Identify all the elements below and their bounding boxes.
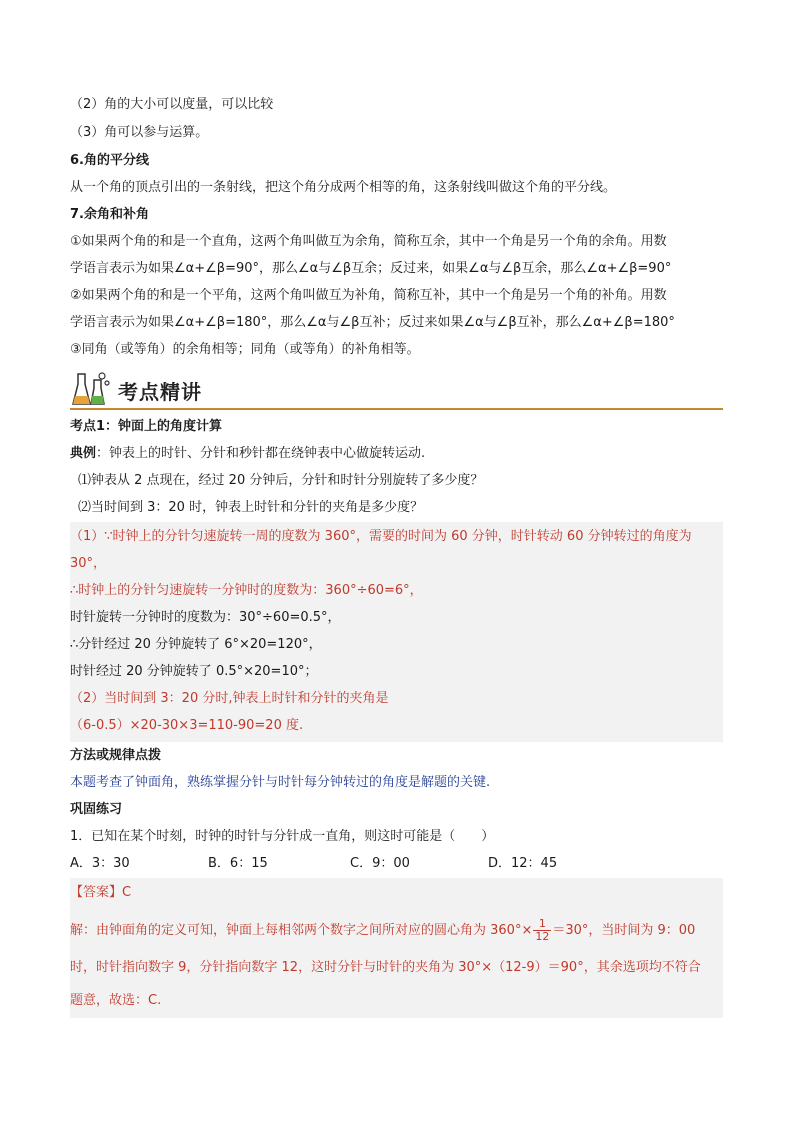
banner-title: 考点精讲: [118, 380, 202, 404]
solution-box: [70, 522, 723, 742]
solution-line: 时针旋转一分钟时的度数为：30°÷60=0.5°，: [70, 610, 341, 625]
answer-label: 【答案】C: [70, 885, 132, 900]
flask-icon: [72, 370, 112, 412]
solution-line: （1）∵时钟上的分针匀速旋转一周的度数为 360°，需要的时间为 60 分钟，时针转动 60 分钟转过的角度为: [70, 529, 692, 544]
options-row: [70, 855, 557, 873]
answer-line: 题意，故选：C.: [70, 993, 162, 1008]
divider: [70, 408, 723, 410]
paragraph-line: ②如果两个角的和是一个平角，这两个角叫做互为补角，简称互补，其中一个角是另一个角的补角。用数: [70, 288, 667, 303]
paragraph-line: 学语言表示为如果∠α+∠β=180°，那么∠α与∠β互补；反过来如果∠α与∠β互补，那么∠α+∠β=180°: [70, 315, 675, 330]
solution-line: （6-0.5）×20-30×3=110-90=20 度.: [70, 718, 304, 733]
topic-title: 考点1：钟面上的角度计算: [70, 419, 223, 434]
answer-box: [70, 878, 723, 1018]
section-heading: 巩固练习: [70, 802, 123, 817]
answer-line: 解：由钟面角的定义可知，钟面上每相邻两个数字之间所对应的圆心角为 360°× $\frac{1}{12}$ ＝30°，当时间为 9：00: [70, 917, 696, 943]
section-banner: [70, 368, 723, 410]
solution-line: （2）当时间到 3：20 分时,钟表上时针和分针的夹角是: [70, 691, 389, 706]
paragraph: 从一个角的顶点引出的一条射线，把这个角分成两个相等的角，这条射线叫做这个角的平分线。: [70, 180, 617, 195]
solution-line: 时针经过 20 分钟旋转了 0.5°×20=10°；: [70, 664, 318, 679]
solution-line: ∴分针经过 20 分钟旋转了 6°×20=120°，: [70, 637, 322, 652]
paragraph-line: ③同角（或等角）的余角相等；同角（或等角）的补角相等。: [70, 342, 420, 357]
example-text: ：钟表上的时针、分针和秒针都在绕钟表中心做旋转运动.: [96, 446, 426, 461]
paragraph-line: 学语言表示为如果∠α+∠β=90°，那么∠α与∠β互余；反过来，如果∠α与∠β互余，那么∠α+∠β=90°: [70, 261, 672, 276]
section-heading: 7.余角和补角: [70, 207, 149, 222]
answer-line: 时，时针指向数字 9，分针指向数字 12，这时分针与时针的夹角为 30°×（12-9）＝90°，其余选项均不符合: [70, 960, 701, 975]
solution-line: ∴时钟上的分针匀速旋转一分钟时的度数为：360°÷60=6°，: [70, 583, 423, 598]
paragraph-line: ①如果两个角的和是一个直角，这两个角叫做互为余角，简称互余，其中一个角是另一个角的余角。用数: [70, 234, 667, 249]
question-line: ⑴钟表从 2 点现在，经过 20 分钟后，分针和时针分别旋转了多少度？: [78, 473, 484, 488]
question-text: 1．已知在某个时刻，时钟的时针与分针成一直角，则这时可能是（ ）: [70, 829, 495, 844]
option-c: C．9：00: [350, 856, 410, 871]
section-heading: 方法或规律点拨: [70, 748, 162, 763]
option-b: B．6：15: [208, 856, 268, 871]
fraction: $\frac{1}{12}$: [535, 917, 550, 943]
question-line: ⑵当时间到 3：20 时，钟表上时针和分针的夹角是多少度？: [78, 500, 424, 515]
option-d: D．12：45: [488, 856, 558, 871]
section-heading: 6.角的平分线: [70, 153, 149, 168]
solution-line: 30°，: [70, 556, 107, 571]
example-line: [70, 445, 425, 463]
list-item: （3）角可以参与运算。: [70, 125, 209, 140]
example-label: 典例: [70, 446, 97, 461]
list-item: （2）角的大小可以度量，可以比较: [70, 97, 274, 112]
paragraph: 本题考查了钟面角，熟练掌握分针与时针每分钟转过的角度是解题的关键.: [70, 775, 491, 790]
option-a: A．3：30: [70, 856, 130, 871]
